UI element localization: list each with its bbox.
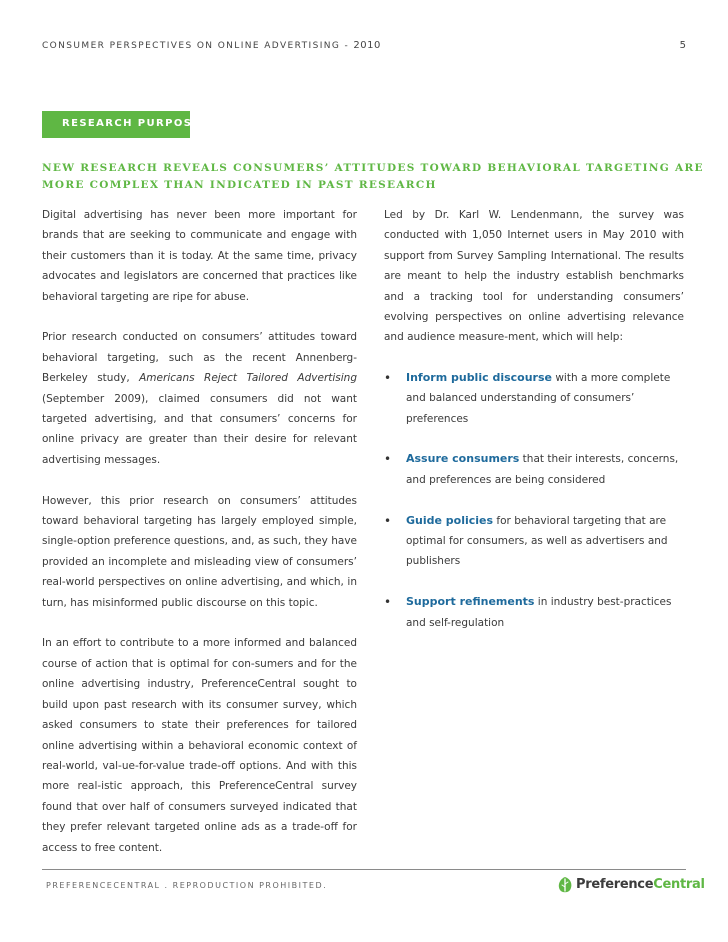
- paragraph-limitations: However, this prior research on consumers’ attitudes toward behavioral targeting has largely employed simple, single-option preference questions, and, as such, they have provided an incomplete and misleading view of consumers’ real-world perspectives on online advertising, and which, in turn, has misinformed public discourse on this topic.: [42, 494, 357, 609]
- document-year: 2010: [353, 40, 381, 51]
- section-tab: [42, 111, 201, 138]
- leaf-icon: [556, 876, 574, 894]
- preferencecentral-logo: [556, 874, 705, 898]
- section-label: RESEARCH PURPOSE: [62, 118, 201, 129]
- footer-divider: [42, 869, 686, 870]
- study-title: Americans Reject Tailored Advertising: [139, 372, 357, 385]
- bullet-icon: •: [384, 595, 392, 610]
- bullet-icon: •: [384, 370, 392, 385]
- paragraph-approach: In an effort to contribute to a more informed and balanced course of action that is optimal for con-sumers and for the online advertising industry, PreferenceCentral sought to build upon past research with its consumer survey, which asked consumers to state their preferences for tailored online advertising within a behavioral economic context of real-world, val-ue-for-value trade-off options. And with this more real-istic approach, this PreferenceCentral survey found that over half of consumers surveyed indicated that they prefer relevant targeted online ads as a trade-off for access to free content.: [42, 637, 357, 854]
- list-item: • Support refinements in industry best-practices and self-regulation: [384, 592, 684, 633]
- page-number: 5: [679, 40, 686, 51]
- bullet-icon: •: [384, 452, 392, 467]
- document-title: CONSUMER PERSPECTIVES ON ONLINE ADVERTISING - 2010: [42, 40, 381, 51]
- paragraph-prior-research: Prior research conducted on consumers’ attitudes toward behavioral targeting, such as the recent Annenberg-Berkeley study, Americans Reject Tailored Advertising (September 2009), claimed consumers did not want targeted advertising, and that consumers’ concerns for online privacy are greater than their desire for relevant advertising messages.: [42, 331, 357, 466]
- logo-wordmark: PreferenceCentral: [576, 877, 705, 892]
- page-header: [42, 40, 686, 56]
- list-item: • Guide policies for behavioral targeting that are optimal for consumers, as well as advertisers and publishers: [384, 511, 684, 572]
- headline-line-1: NEW RESEARCH REVEALS CONSUMERS’ ATTITUDES TOWARD BEHAVIORAL TARGETING ARE: [42, 162, 704, 174]
- list-item: • Inform public discourse with a more complete and balanced understanding of consumers’ preferences: [384, 368, 684, 429]
- headline: [42, 160, 704, 194]
- footer-copyright: PREFERENCECENTRAL . REPRODUCTION PROHIBITED.: [46, 881, 328, 890]
- list-item: • Assure consumers that their interests, concerns, and preferences are being considered: [384, 449, 684, 490]
- left-column: [42, 205, 357, 858]
- benefits-list: [384, 368, 684, 633]
- bullet-icon: •: [384, 513, 392, 528]
- paragraph-survey: Led by Dr. Karl W. Lendenmann, the survey was conducted with 1,050 Internet users in May 2010 with support from Survey Sampling International. The results are meant to help the industry establish benchmarks and a tracking tool for understanding consumers’ evolving perspectives on online advertising relevance and audience measure-ment, which will help:: [384, 209, 684, 344]
- paragraph-intro: Digital advertising has never been more important for brands that are seeking to communicate and engage with their customers than it is today. At the same time, privacy advocates and legislators are concerned that practices like behavioral targeting are ripe for abuse.: [42, 209, 357, 303]
- right-column: [384, 205, 684, 653]
- headline-line-2: MORE COMPLEX THAN INDICATED IN PAST RESEARCH: [42, 179, 437, 191]
